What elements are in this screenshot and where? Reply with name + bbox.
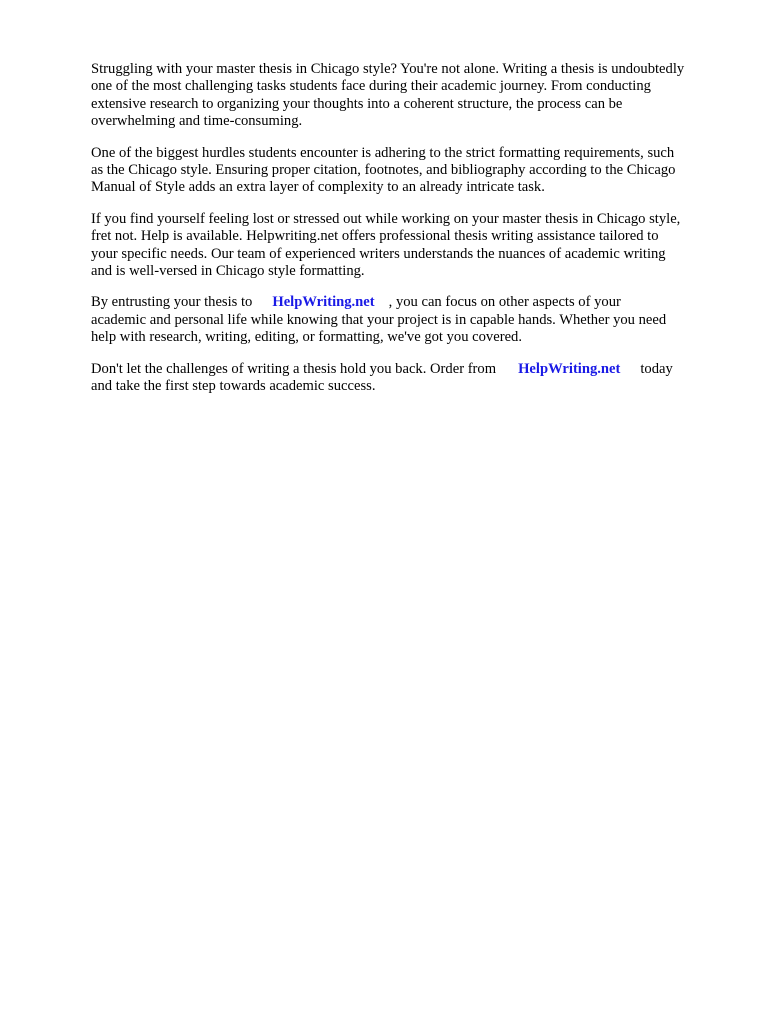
text-line: overwhelming and time-consuming. <box>91 113 303 130</box>
text-line: One of the biggest hurdles students encounter is adhering to the strict formatting requirements, such <box>91 144 675 161</box>
paragraph-intro <box>91 61 731 131</box>
text-line: help with research, writing, editing, or formatting, we've got you covered. <box>91 329 522 346</box>
text-line-with-link <box>91 294 731 311</box>
text-line: academic and personal life while knowing that your project is in capable hands. Whether you need <box>91 311 667 328</box>
helpwriting-link[interactable]: HelpWriting.net <box>518 360 621 377</box>
paragraph-call-to-action <box>91 361 731 396</box>
text-fragment: By entrusting your thesis to <box>91 294 253 311</box>
text-fragment: , you can focus on other aspects of your <box>388 294 621 311</box>
text-line-with-link <box>91 361 731 378</box>
text-line: your specific needs. Our team of experienced writers understands the nuances of academic writing <box>91 245 666 262</box>
text-fragment: today <box>640 360 673 377</box>
text-line: fret not. Help is available. Helpwriting.net offers professional thesis writing assistance tailored to <box>91 228 659 245</box>
text-fragment: Don't let the challenges of writing a thesis hold you back. Order from <box>91 360 497 377</box>
text-line: If you find yourself feeling lost or stressed out while working on your master thesis in Chicago style, <box>91 210 681 227</box>
text-line: Struggling with your master thesis in Chicago style? You're not alone. Writing a thesis is undoubtedly <box>91 61 685 77</box>
document-body <box>91 61 731 410</box>
text-line: one of the most challenging tasks students face during their academic journey. From conducting <box>91 78 651 95</box>
paragraph-hurdles <box>91 145 731 197</box>
helpwriting-link[interactable]: HelpWriting.net <box>272 294 375 311</box>
paragraph-help <box>91 211 731 281</box>
text-line: Manual of Style adds an extra layer of complexity to an already intricate task. <box>91 179 545 196</box>
paragraph-entrust <box>91 294 731 346</box>
text-line: as the Chicago style. Ensuring proper citation, footnotes, and bibliography according to the Chicago <box>91 162 676 179</box>
text-line: extensive research to organizing your thoughts into a coherent structure, the process can be <box>91 95 623 112</box>
text-line: and take the first step towards academic success. <box>91 378 376 395</box>
text-line: and is well-versed in Chicago style formatting. <box>91 263 365 280</box>
